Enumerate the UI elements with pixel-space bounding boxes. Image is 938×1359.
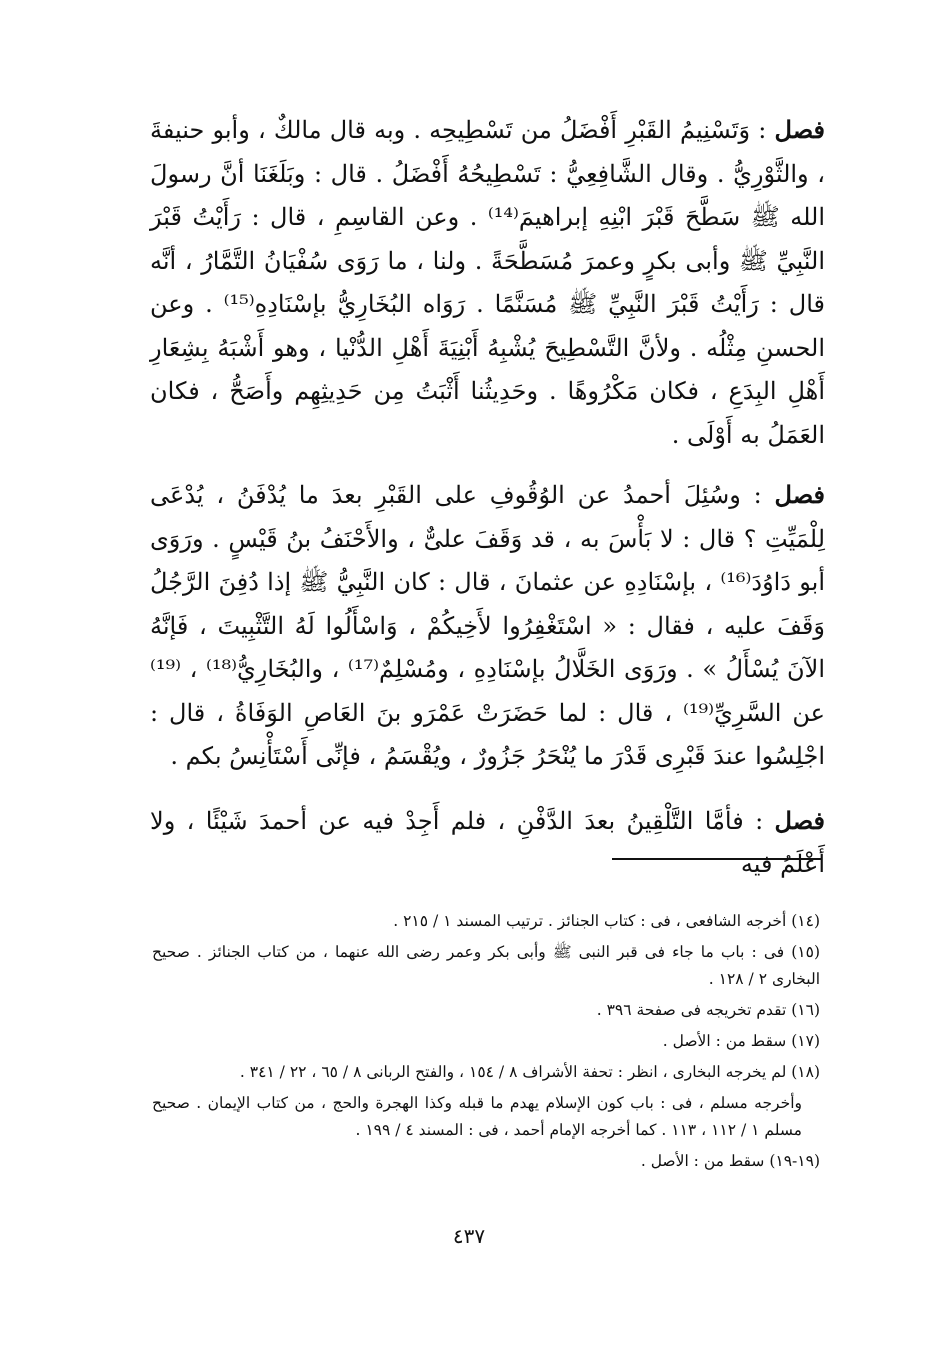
section-1-text: : وَتَسْنِيمُ القَبْرِ أَفْضَلُ من تَسْطِيحِه . وبه قال مالكٌ ، وأبو حنيفةَ ، والثَّوْرِيُّ . وقال الشَّافِعِيُّ : تَسْطِيحُهُ أَفْضَلُ . قال : وبَلَغَنَا أنَّ رسولَ الله ﷺ سَطَّحَ قَبْرَ ابْنِهِ إبراهيمَ⁽¹⁴⁾ . وعن القاسِمِ ، قال : رَأَيْتُ قَبْرَ النَّبِيِّ ﷺ وأبى بكرٍ وعمرَ مُسَطَّحَةً . ولنا ، ما رَوَى سُفْيَانُ التَّمَّارُ ، أنَّه قال : رَأَيْتُ قَبْرَ النَّبِيِّ ﷺ مُسَنَّمًا . رَوَاه البُخَارِيُّ بإسْنَادِهِ⁽¹⁵⁾ . وعن الحسنِ مِثْلُه . ولأنَّ التَّسْطِيحَ يُشْبِهُ أَبْنِيَةَ أَهْلِ الدُّنْيا ، وهو أَشْبَهُ بِشِعَارِ أَهْلِ البِدَعِ ، فكان مَكْرُوهًا . وحَدِيثُنا أَثْبَتُ مِن حَدِيثِهِم وأَصَحُّ ، فكان العَمَلُ به أَوْلَى . bbox=[150, 116, 826, 449]
section-3-text: : فأمَّا التَّلْقِينُ بعدَ الدَّفْنِ ، فلم أَجِدْ فيه عن أحمدَ شَيْئًا ، ولا أَعْلَمُ فيه bbox=[150, 806, 825, 878]
footnote-16: (١٦) تقدم تخريجه فى صفحة ٣٩٦ . bbox=[596, 1001, 820, 1019]
section-1 bbox=[150, 108, 825, 457]
footnote-18: (١٨) لم يخرجه البخارى ، انظر : تحفة الأشراف ٨ / ١٥٤ ، والفتح الربانى ٨ / ٦٥ ، ٢٢ / ٣٤١ . bbox=[239, 1063, 820, 1081]
section-2-text: : وسُئِلَ أحمدُ عن الوُقُوفِ على القَبْرِ بعدَ ما يُدْفَنُ ، يُدْعَى لِلْمَيِّتِ ؟ قال : لا بَأْسَ به ، قد وَقَفَ علىٌّ ، والأَحْنَفُ بنُ قَيْسٍ . ورَوَى أبو دَاوُدَ⁽¹⁶⁾ ، بإسْنَادِهِ عن عثمانَ ، قال : كان النَّبِيُّ ﷺ إذا دُفِنَ الرَّجُلُ وَقَفَ عليه ، فقال : « اسْتَغْفِرُوا لأَخِيكُمْ ، وَاسْأَلُوا لَهُ التَّثْبِيتَ ، فَإنَّهُ الآنَ يُسْأَلُ » . ورَوَى الخَلَّالُ بإسْنَادِهِ ، ومُسْلِمٌ⁽¹⁷⁾ ، والبُخَارِيُّ⁽¹⁸⁾ ، ⁽¹⁹⁾عن السَّرِيِّ⁽¹⁹⁾ ، قال : لما حَضَرَتْ عَمْرَو بنَ العَاصِ الوَفَاةُ ، قال : اجْلِسُوا عندَ قَبْرِى قَدْرَ ما يُنْحَرُ جَزُورٌ ، ويُقْسَمُ ، فإنِّى أَسْتَأْنِسُ بكم . bbox=[150, 481, 826, 770]
page-number: ٤٣٧ bbox=[452, 1224, 486, 1248]
footnote-14: (١٤) أخرجه الشافعى ، فى : كتاب الجنائز . ترتيب المسند ١ / ٢١٥ . bbox=[393, 912, 820, 930]
footnote-17: (١٧) سقط من : الأصل . bbox=[662, 1032, 820, 1050]
main-text bbox=[150, 108, 825, 903]
section-1-label: فصل bbox=[774, 115, 825, 144]
footnote-divider bbox=[612, 858, 822, 860]
footnotes bbox=[152, 908, 820, 1179]
section-2-label: فصل bbox=[774, 480, 825, 509]
section-2 bbox=[150, 473, 825, 779]
footnote-19: (١٩-١٩) سقط من : الأصل . bbox=[640, 1152, 820, 1170]
footnote-15: (١٥) فى : باب ما جاء فى قبر النبى ﷺ وأبى بكر وعمر رضى الله عنهما ، من كتاب الجنائز . صحيح البخارى ٢ / ١٢٨ . bbox=[152, 943, 820, 988]
section-3 bbox=[150, 799, 825, 887]
footnote-18-continued: وأخرجه مسلم ، فى : باب كون الإسلام يهدم ما قبله وكذا الهجرة والحج ، من كتاب الإيمان . صحيح مسلم ١ / ١١٢ ، ١١٣ . كما أخرجه الإمام أحمد ، فى : المسند ٤ / ١٩٩ . bbox=[152, 1094, 802, 1139]
section-3-label: فصل bbox=[774, 805, 825, 835]
